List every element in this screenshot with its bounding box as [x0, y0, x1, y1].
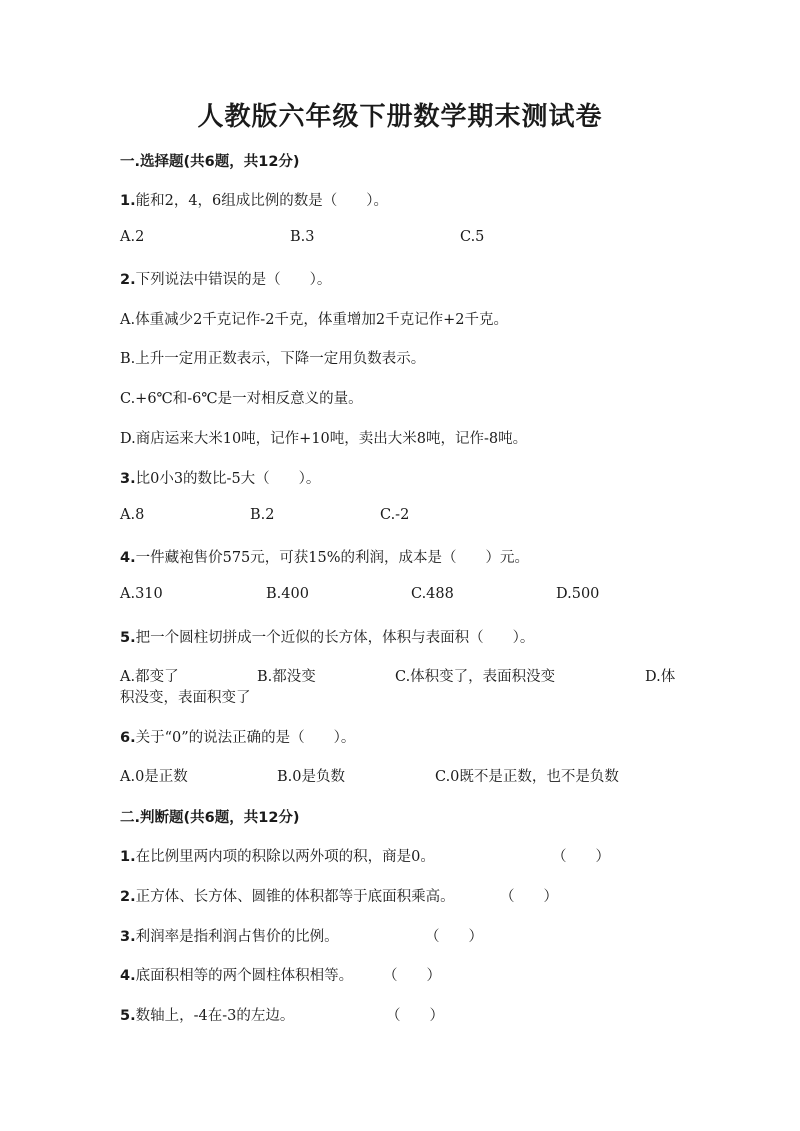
- answer-blank: （ ）: [425, 929, 483, 945]
- answer-blank: （ ）: [383, 968, 441, 984]
- option-a: A.都变了: [120, 669, 179, 685]
- option-d: D.500: [556, 586, 600, 602]
- question-number: 4.: [120, 550, 136, 566]
- question-text: 数轴上，-4在-3的左边。: [135, 1008, 295, 1024]
- question-1: [120, 189, 388, 210]
- option-c: C.+6℃和-6℃是一对相反意义的量。: [120, 391, 363, 407]
- option-c: C.体积变了，表面积没变: [395, 669, 556, 685]
- option-d: D.体: [645, 669, 676, 685]
- option-c: C.0既不是正数，也不是负数: [435, 769, 619, 785]
- option-b: B.0是负数: [277, 769, 345, 785]
- judgement-1: [120, 845, 435, 866]
- answer-blank: （ ）: [386, 1008, 444, 1024]
- option-c: C.5: [460, 229, 485, 245]
- question-number: 5.: [120, 1008, 136, 1024]
- option-c: C.488: [411, 586, 454, 602]
- option-b: B.400: [266, 586, 309, 602]
- option-a: A.体重减少2千克记作-2千克，体重增加2千克记作+2千克。: [120, 312, 509, 328]
- option-a: A.8: [120, 507, 145, 523]
- judgement-3: [120, 925, 339, 946]
- question-text: 正方体、长方体、圆锥的体积都等于底面积乘高。: [135, 889, 455, 905]
- question-text: 能和2，4，6组成比例的数是（ ）。: [135, 193, 389, 209]
- question-number: 4.: [120, 968, 136, 984]
- question-4: [120, 546, 529, 567]
- question-text: 把一个圆柱切拼成一个近似的长方体，体积与表面积（ ）。: [135, 630, 535, 646]
- option-b: B.3: [290, 229, 315, 245]
- answer-blank: （ ）: [500, 889, 558, 905]
- option-b: B.2: [250, 507, 275, 523]
- section-heading-judgement: 二.判断题(共6题，共12分): [120, 810, 300, 826]
- question-text: 下列说法中错误的是（ ）。: [135, 272, 332, 288]
- judgement-4: [120, 964, 353, 985]
- question-number: 3.: [120, 929, 136, 945]
- question-number: 2.: [120, 272, 136, 288]
- question-text: 关于“0”的说法正确的是（ ）。: [135, 730, 356, 746]
- question-text: 利润率是指利润占售价的比例。: [135, 929, 339, 945]
- question-number: 2.: [120, 889, 136, 905]
- section-heading-choice: 一.选择题(共6题，共12分): [120, 154, 300, 170]
- question-text: 底面积相等的两个圆柱体积相等。: [135, 968, 354, 984]
- question-text: 一件藏袍售价575元，可获15%的利润，成本是（ ）元。: [135, 550, 530, 566]
- judgement-5: [120, 1004, 294, 1025]
- question-2: [120, 268, 331, 289]
- option-b: B.都没变: [257, 669, 316, 685]
- question-6: [120, 726, 355, 747]
- page-title: 人教版六年级下册数学期末测试卷: [197, 102, 603, 132]
- answer-blank: （ ）: [552, 849, 610, 865]
- option-a: A.310: [120, 586, 163, 602]
- question-number: 5.: [120, 630, 136, 646]
- judgement-2: [120, 885, 455, 906]
- option-b: B.上升一定用正数表示，下降一定用负数表示。: [120, 351, 426, 367]
- option-a: A.2: [120, 229, 145, 245]
- question-text: 在比例里两内项的积除以两外项的积，商是0。: [135, 849, 435, 865]
- question-text: 比0小3的数比-5大（ ）。: [135, 471, 321, 487]
- option-c: C.-2: [380, 507, 410, 523]
- option-a: A.0是正数: [120, 769, 188, 785]
- question-number: 1.: [120, 849, 136, 865]
- question-3: [120, 467, 320, 488]
- question-number: 1.: [120, 193, 136, 209]
- question-number: 6.: [120, 730, 136, 746]
- option-d-continued: 积没变，表面积变了: [120, 690, 251, 706]
- question-5: [120, 626, 534, 647]
- question-number: 3.: [120, 471, 136, 487]
- option-d: D.商店运来大米10吨，记作+10吨，卖出大米8吨，记作-8吨。: [120, 431, 528, 447]
